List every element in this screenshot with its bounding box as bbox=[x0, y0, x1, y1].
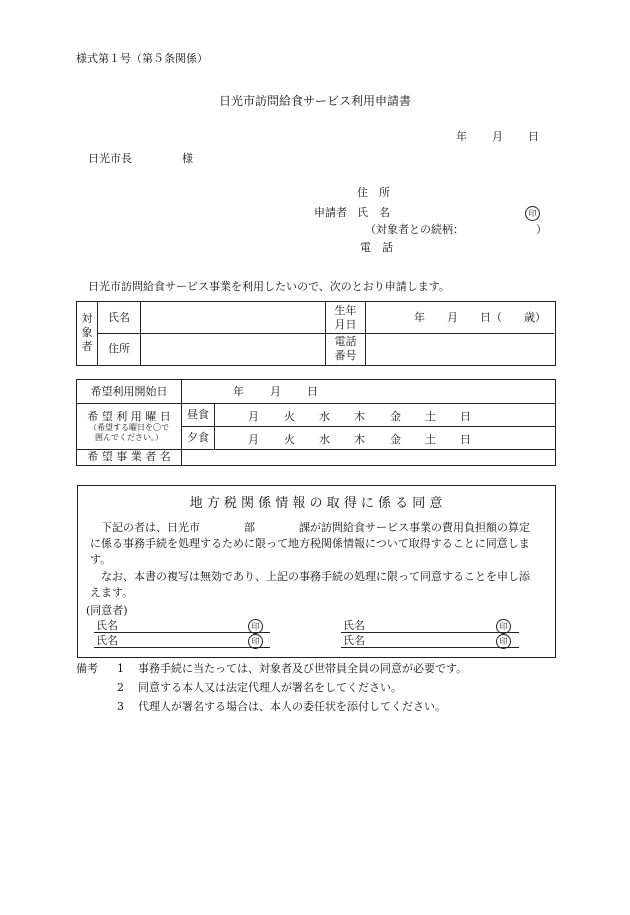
dinner-day-wed[interactable]: 水 bbox=[319, 433, 330, 446]
subject-birth-label-line: 月日 bbox=[334, 317, 357, 331]
note-text: 同意する本人又は法定代理人が署名をしてください。 bbox=[138, 681, 402, 694]
provider-label: 希 望 事 業 者 名 bbox=[87, 450, 171, 464]
dinner-day-sat[interactable]: 土 bbox=[425, 433, 436, 446]
applicant-seal-icon: 印 bbox=[525, 206, 540, 221]
subject-birth-label-line: 生年 bbox=[334, 303, 357, 317]
consenter-seal-icon: 印 bbox=[248, 619, 263, 634]
consenter-seal-icon: 印 bbox=[496, 619, 511, 634]
subject-header-char: 者 bbox=[81, 339, 93, 353]
note-number: 1 bbox=[117, 662, 124, 675]
dinner-day-fri[interactable]: 金 bbox=[390, 433, 401, 446]
subject-phone-field[interactable] bbox=[366, 334, 554, 364]
start-date-month: 月 bbox=[270, 385, 281, 398]
consenter-signature-line[interactable] bbox=[341, 632, 519, 633]
consenter-signature-line[interactable] bbox=[94, 647, 270, 648]
dinner-day-mon[interactable]: 月 bbox=[248, 433, 259, 446]
applicant-relation-label: （対象者との続柄： bbox=[365, 223, 464, 236]
subject-phone-label bbox=[326, 334, 365, 364]
subject-birth-label bbox=[326, 302, 365, 333]
date-day-label: 日 bbox=[528, 130, 539, 143]
subject-address-label: 住所 bbox=[108, 342, 130, 356]
applicant-relation-close: ） bbox=[536, 223, 547, 236]
subject-birth-field[interactable]: 年 月 日（ 歳） bbox=[414, 310, 546, 324]
start-date-label: 希望利用開始日 bbox=[90, 384, 168, 398]
consenter-seal-icon: 印 bbox=[248, 634, 263, 649]
subject-header bbox=[77, 302, 97, 364]
subject-address-field[interactable] bbox=[141, 334, 325, 364]
applicant-name-label: 氏 名 bbox=[357, 206, 390, 219]
dinner-day-tue[interactable]: 火 bbox=[284, 433, 295, 446]
consenter-name-label: 氏名 bbox=[96, 619, 118, 632]
lunch-day-sun[interactable]: 日 bbox=[460, 410, 471, 423]
dinner-label: 夕食 bbox=[187, 431, 209, 445]
addressee-honorific: 様 bbox=[182, 152, 193, 165]
note-text: 代理人が署名する場合は、本人の委任状を添付してください。 bbox=[138, 700, 446, 713]
intro-text: 日光市訪問給食サービス事業を利用したいので、次のとおり申請します。 bbox=[88, 280, 450, 293]
applicant-phone-label: 電 話 bbox=[360, 241, 393, 254]
start-date-year: 年 bbox=[233, 385, 244, 398]
consenter-signature-line[interactable] bbox=[94, 632, 270, 633]
lunch-day-wed[interactable]: 水 bbox=[319, 410, 330, 423]
service-table-divider bbox=[214, 403, 215, 449]
service-table-row-divider bbox=[181, 426, 555, 427]
consenter-name-label: 氏名 bbox=[343, 619, 365, 632]
applicant-label: 申請者 bbox=[314, 206, 347, 219]
subject-header-char: 対 bbox=[81, 312, 93, 326]
consent-paragraph-1: 下記の者は、日光市 部 課が訪問給食サービス事業の費用負担額の算定に係る事務手続を処理するために限って地方税関係情報について取得することに同意します。 bbox=[90, 521, 530, 566]
note-number: 2 bbox=[117, 681, 124, 694]
consenter-seal-icon: 印 bbox=[496, 634, 511, 649]
start-date-day: 日 bbox=[307, 385, 318, 398]
subject-phone-label-line: 番号 bbox=[334, 349, 357, 362]
date-month-label: 月 bbox=[492, 130, 503, 143]
days-label-note: 囲んでください。） bbox=[95, 433, 163, 443]
days-label-note: （希望する曜日を〇で bbox=[89, 423, 169, 433]
applicant-address-label: 住 所 bbox=[357, 186, 390, 199]
lunch-day-mon[interactable]: 月 bbox=[248, 410, 259, 423]
note-text: 事務手続に当たっては、対象者及び世帯員全員の同意が必要です。 bbox=[138, 662, 468, 675]
consent-paragraph-2: なお、本書の複写は無効であり、上記の事務手続の処理に限って同意することを申し添えます。 bbox=[90, 570, 530, 599]
subject-phone-label-line: 電話 bbox=[334, 335, 357, 349]
lunch-day-tue[interactable]: 火 bbox=[284, 410, 295, 423]
notes-label: 備考 bbox=[76, 662, 98, 675]
dinner-day-thu[interactable]: 木 bbox=[354, 433, 365, 446]
date-year-label: 年 bbox=[456, 130, 467, 143]
days-label bbox=[77, 404, 181, 449]
consenter-name-label: 氏名 bbox=[96, 634, 118, 647]
page-title: 日光市訪問給食サービス利用申請書 bbox=[218, 94, 411, 108]
subject-name-label: 氏名 bbox=[108, 310, 130, 324]
consenter-label: (同意者) bbox=[86, 604, 128, 617]
subject-header-char: 象 bbox=[81, 326, 93, 340]
addressee-name: 日光市長 bbox=[88, 152, 132, 165]
note-number: 3 bbox=[117, 700, 124, 713]
consenter-signature-line[interactable] bbox=[341, 647, 519, 648]
form-number: 様式第１号（第５条関係） bbox=[76, 52, 208, 65]
provider-field[interactable] bbox=[182, 450, 554, 464]
consenter-name-label: 氏名 bbox=[343, 634, 365, 647]
lunch-label: 昼食 bbox=[187, 408, 209, 422]
lunch-day-fri[interactable]: 金 bbox=[390, 410, 401, 423]
dinner-day-sun[interactable]: 日 bbox=[460, 433, 471, 446]
consent-title: 地 方 税 関 係 情 報 の 取 得 に 係 る 同 意 bbox=[189, 496, 443, 511]
lunch-day-thu[interactable]: 木 bbox=[354, 410, 365, 423]
subject-name-field[interactable] bbox=[141, 302, 325, 333]
days-label-title: 希 望 利 用 曜 日 bbox=[87, 409, 171, 423]
lunch-day-sat[interactable]: 土 bbox=[425, 410, 436, 423]
